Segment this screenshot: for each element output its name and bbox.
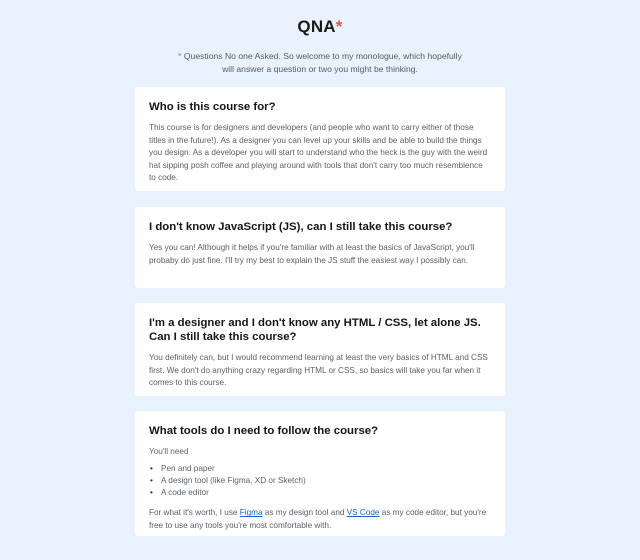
title-asterisk: * [335,17,343,36]
tools-list [149,463,491,500]
page-subtitle: * Questions No one Asked. So welcome to my monologue, which hopefully will answer a question or two you might be thinking. [178,51,462,74]
faq-outro: For what it's worth, I use Figma as my design tool and VS Code as my code editor, but you're free to use any tools you're most comfortable with. [149,508,487,530]
faq-answer: This course is for designers and developers (and people who want to carry either of those titles in the future!). As a designer you can level up your skills and be able to build the things you design. As a developer you will start to understand who the heck is the guy with the weird hat sipping posh coffee and playing around with tools that don't carry too much resemblence to code. [149,123,488,183]
faq-question: Who is this course for? [149,101,276,113]
faq-card-tools [135,411,505,536]
faq-intro: You'll need [149,447,189,456]
faq-question: I don't know JavaScript (JS), can I still take this course? [149,221,453,233]
faq-answer: You definitely can, but I would recommend learning at least the very basics of HTML and CSS first. We don't do anything crazy regarding HTML or CSS, so basics will take you far when it comes to this course. [149,353,488,388]
faq-question: What tools do I need to follow the course? [149,425,379,437]
vscode-link[interactable]: VS Code [346,508,380,518]
figma-link[interactable]: Figma [239,508,263,518]
list-item: • Pen and paper [149,463,491,475]
faq-question: I'm a designer and I don't know any HTML / CSS, let alone JS. Can I still take this course? [149,317,481,343]
header [0,0,640,76]
list-item: • A design tool (like Figma, XD or Sketch) [149,475,491,487]
faq-card-audience [135,87,505,191]
page-title: QNA* [297,17,343,36]
faq-answer: Yes you can! Although it helps if you're familiar with at least the basics of JavaScript, you'll probaby do just fine. I'll try my best to explain the JS stuff the easiest way I possibly can. [149,243,475,265]
subtitle-asterisk: * [178,51,182,61]
faq-card-javascript [135,207,505,288]
list-item: • A code editor [149,487,491,499]
faq-card-html-css [135,303,505,396]
